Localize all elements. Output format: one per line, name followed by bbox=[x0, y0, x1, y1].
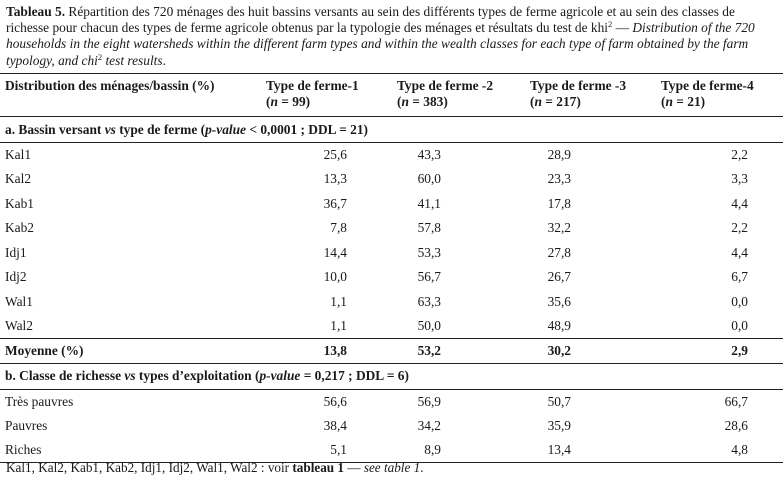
cell-value: 43,3 bbox=[417, 147, 441, 162]
table-row bbox=[0, 265, 783, 290]
footnote-period: . bbox=[420, 460, 424, 475]
cell-value: 4,4 bbox=[731, 244, 748, 260]
header-title: Type de ferme -2 bbox=[397, 78, 494, 93]
cell-value: 0,0 bbox=[731, 293, 748, 309]
header-n-value: = 99) bbox=[277, 94, 311, 109]
section-mid: types d’exploitation ( bbox=[135, 368, 260, 383]
caption-period: . bbox=[162, 52, 166, 68]
header-farm-type-3 bbox=[526, 74, 657, 117]
row-label: Kab2 bbox=[5, 220, 35, 236]
cell-value: 50,7 bbox=[547, 393, 571, 409]
cell-value: 13,3 bbox=[323, 171, 347, 187]
row-label: Idj2 bbox=[5, 269, 27, 285]
section-b-title bbox=[0, 363, 783, 389]
section-b-header bbox=[0, 363, 783, 389]
distribution-table bbox=[0, 73, 783, 463]
header-title: Type de ferme -3 bbox=[530, 78, 627, 93]
cell-value: 6,7 bbox=[731, 269, 748, 285]
cell-value: 14,4 bbox=[323, 244, 347, 260]
table-footnote bbox=[6, 460, 424, 476]
caption-dash: — bbox=[612, 20, 633, 36]
row-label: Kal1 bbox=[5, 147, 32, 162]
cell-value: 32,2 bbox=[547, 220, 571, 236]
header-n-value: = 383) bbox=[408, 94, 448, 109]
mean-row bbox=[0, 339, 783, 364]
row-label: Idj1 bbox=[5, 244, 27, 260]
section-vs: vs bbox=[124, 368, 136, 383]
cell-value: 8,9 bbox=[393, 438, 526, 463]
cell-value: 1,1 bbox=[330, 293, 347, 309]
table-row bbox=[0, 414, 783, 439]
cell-value: 41,1 bbox=[417, 195, 441, 211]
cell-value: 10,0 bbox=[323, 269, 347, 285]
cell-value: 35,6 bbox=[547, 293, 571, 309]
cell-value: 50,0 bbox=[417, 318, 441, 333]
header-n-open: ( bbox=[530, 94, 535, 109]
cell-value: 0,0 bbox=[731, 318, 748, 333]
row-label: Moyenne (%) bbox=[0, 339, 262, 364]
cell-value: 4,8 bbox=[657, 438, 783, 463]
header-farm-type-2 bbox=[393, 74, 526, 117]
section-a-rows bbox=[0, 143, 783, 339]
table-row bbox=[0, 216, 783, 241]
cell-value: 7,8 bbox=[330, 220, 347, 236]
row-label: Kal2 bbox=[5, 171, 32, 187]
header-farm-type-1 bbox=[262, 74, 393, 117]
row-label: Wal1 bbox=[5, 293, 33, 309]
table-row bbox=[0, 438, 783, 463]
section-pvalue: p-value bbox=[205, 121, 246, 137]
cell-value: 60,0 bbox=[417, 171, 441, 187]
cell-value: 36,7 bbox=[323, 195, 347, 211]
cell-value: 28,9 bbox=[547, 147, 571, 162]
cell-value: 2,9 bbox=[657, 339, 783, 364]
cell-value: 3,3 bbox=[731, 171, 748, 187]
cell-value: 48,9 bbox=[547, 318, 571, 333]
table-row bbox=[0, 389, 783, 414]
cell-value: 13,8 bbox=[262, 339, 393, 364]
section-suffix: = 0,217 ; DDL = 6) bbox=[300, 368, 409, 383]
cell-value: 23,3 bbox=[547, 171, 571, 187]
footnote-text: Kal1, Kal2, Kab1, Kab2, Idj1, Idj2, Wal1, Wal2 : voir bbox=[6, 460, 293, 475]
cell-value: 56,7 bbox=[417, 269, 441, 285]
row-label: Wal2 bbox=[5, 318, 33, 333]
cell-value: 35,9 bbox=[547, 417, 571, 433]
table-row bbox=[0, 241, 783, 266]
header-n-value: = 217) bbox=[541, 94, 581, 109]
section-prefix: b. Classe de richesse bbox=[5, 368, 125, 383]
header-n-var: n bbox=[665, 94, 673, 109]
section-a-title bbox=[0, 117, 783, 143]
header-n-var: n bbox=[534, 94, 542, 109]
caption-text-fr: Répartition des 720 ménages des huit bassins versants au sein des différents types de ferme agricole et au sein des classes de richesse pour chacun des types de ferme agricole obtenus par la typologie des ménages et résultats du test de khi bbox=[6, 4, 735, 36]
table-caption bbox=[6, 4, 778, 69]
cell-value: 5,1 bbox=[262, 438, 393, 463]
header-farm-type-4 bbox=[657, 74, 783, 117]
header-row bbox=[0, 74, 783, 117]
caption-superscript-1: 2 bbox=[608, 19, 613, 30]
cell-value: 30,2 bbox=[526, 339, 657, 364]
section-mid: type de ferme ( bbox=[115, 121, 206, 137]
table-row bbox=[0, 192, 783, 217]
cell-value: 34,2 bbox=[417, 417, 441, 433]
header-n-open: ( bbox=[397, 94, 402, 109]
cell-value: 4,4 bbox=[731, 195, 748, 211]
section-a-header bbox=[0, 117, 783, 143]
cell-value: 28,6 bbox=[724, 417, 748, 433]
section-vs: vs bbox=[104, 121, 116, 137]
caption-superscript-2: 2 bbox=[97, 51, 103, 62]
header-n-open: ( bbox=[266, 94, 271, 109]
cell-value: 56,9 bbox=[417, 393, 441, 409]
section-b-rows bbox=[0, 389, 783, 463]
cell-value: 27,8 bbox=[547, 244, 571, 260]
cell-value: 38,4 bbox=[323, 417, 347, 433]
header-n-open: ( bbox=[661, 94, 666, 109]
cell-value: 53,2 bbox=[393, 339, 526, 364]
section-suffix: < 0,0001 ; DDL = 21) bbox=[246, 121, 369, 137]
header-title: Type de ferme-1 bbox=[266, 78, 359, 93]
cell-value: 2,2 bbox=[731, 220, 748, 236]
section-prefix: a. Bassin versant bbox=[5, 121, 105, 137]
section-pvalue: p-value bbox=[259, 368, 301, 383]
header-n-value: = 21) bbox=[672, 94, 706, 109]
cell-value: 26,7 bbox=[547, 269, 571, 285]
cell-value: 13,4 bbox=[526, 438, 657, 463]
caption-text-en: Distribution of the 720 households in the eight watersheds within the different farm types and within the wealth classes for each type of farm obtained by the farm typology, and chi bbox=[6, 20, 755, 68]
caption-text-en-end: test results bbox=[102, 52, 163, 68]
cell-value: 66,7 bbox=[724, 393, 748, 409]
table-row bbox=[0, 290, 783, 315]
row-label: Riches bbox=[0, 438, 262, 463]
table-row bbox=[0, 167, 783, 192]
header-n-var: n bbox=[270, 94, 278, 109]
table-row bbox=[0, 143, 783, 168]
header-label: Distribution des ménages/bassin (%) bbox=[0, 74, 262, 117]
footnote-dash: — bbox=[344, 460, 364, 475]
caption-label: Tableau 5. bbox=[6, 4, 66, 19]
cell-value: 25,6 bbox=[323, 147, 347, 162]
header-n-var: n bbox=[401, 94, 409, 109]
table-row bbox=[0, 314, 783, 339]
header-title: Type de ferme-4 bbox=[661, 78, 754, 93]
row-label: Très pauvres bbox=[5, 393, 74, 409]
cell-value: 53,3 bbox=[417, 244, 441, 260]
cell-value: 1,1 bbox=[330, 318, 347, 333]
cell-value: 56,6 bbox=[323, 393, 347, 409]
footnote-table-ref-en: see table 1 bbox=[363, 460, 421, 475]
row-label: Kab1 bbox=[5, 195, 35, 211]
cell-value: 63,3 bbox=[417, 293, 441, 309]
cell-value: 17,8 bbox=[547, 195, 571, 211]
row-label: Pauvres bbox=[5, 417, 48, 433]
cell-value: 57,8 bbox=[417, 220, 441, 236]
footnote-table-ref: tableau 1 bbox=[292, 460, 345, 475]
cell-value: 2,2 bbox=[731, 147, 748, 162]
